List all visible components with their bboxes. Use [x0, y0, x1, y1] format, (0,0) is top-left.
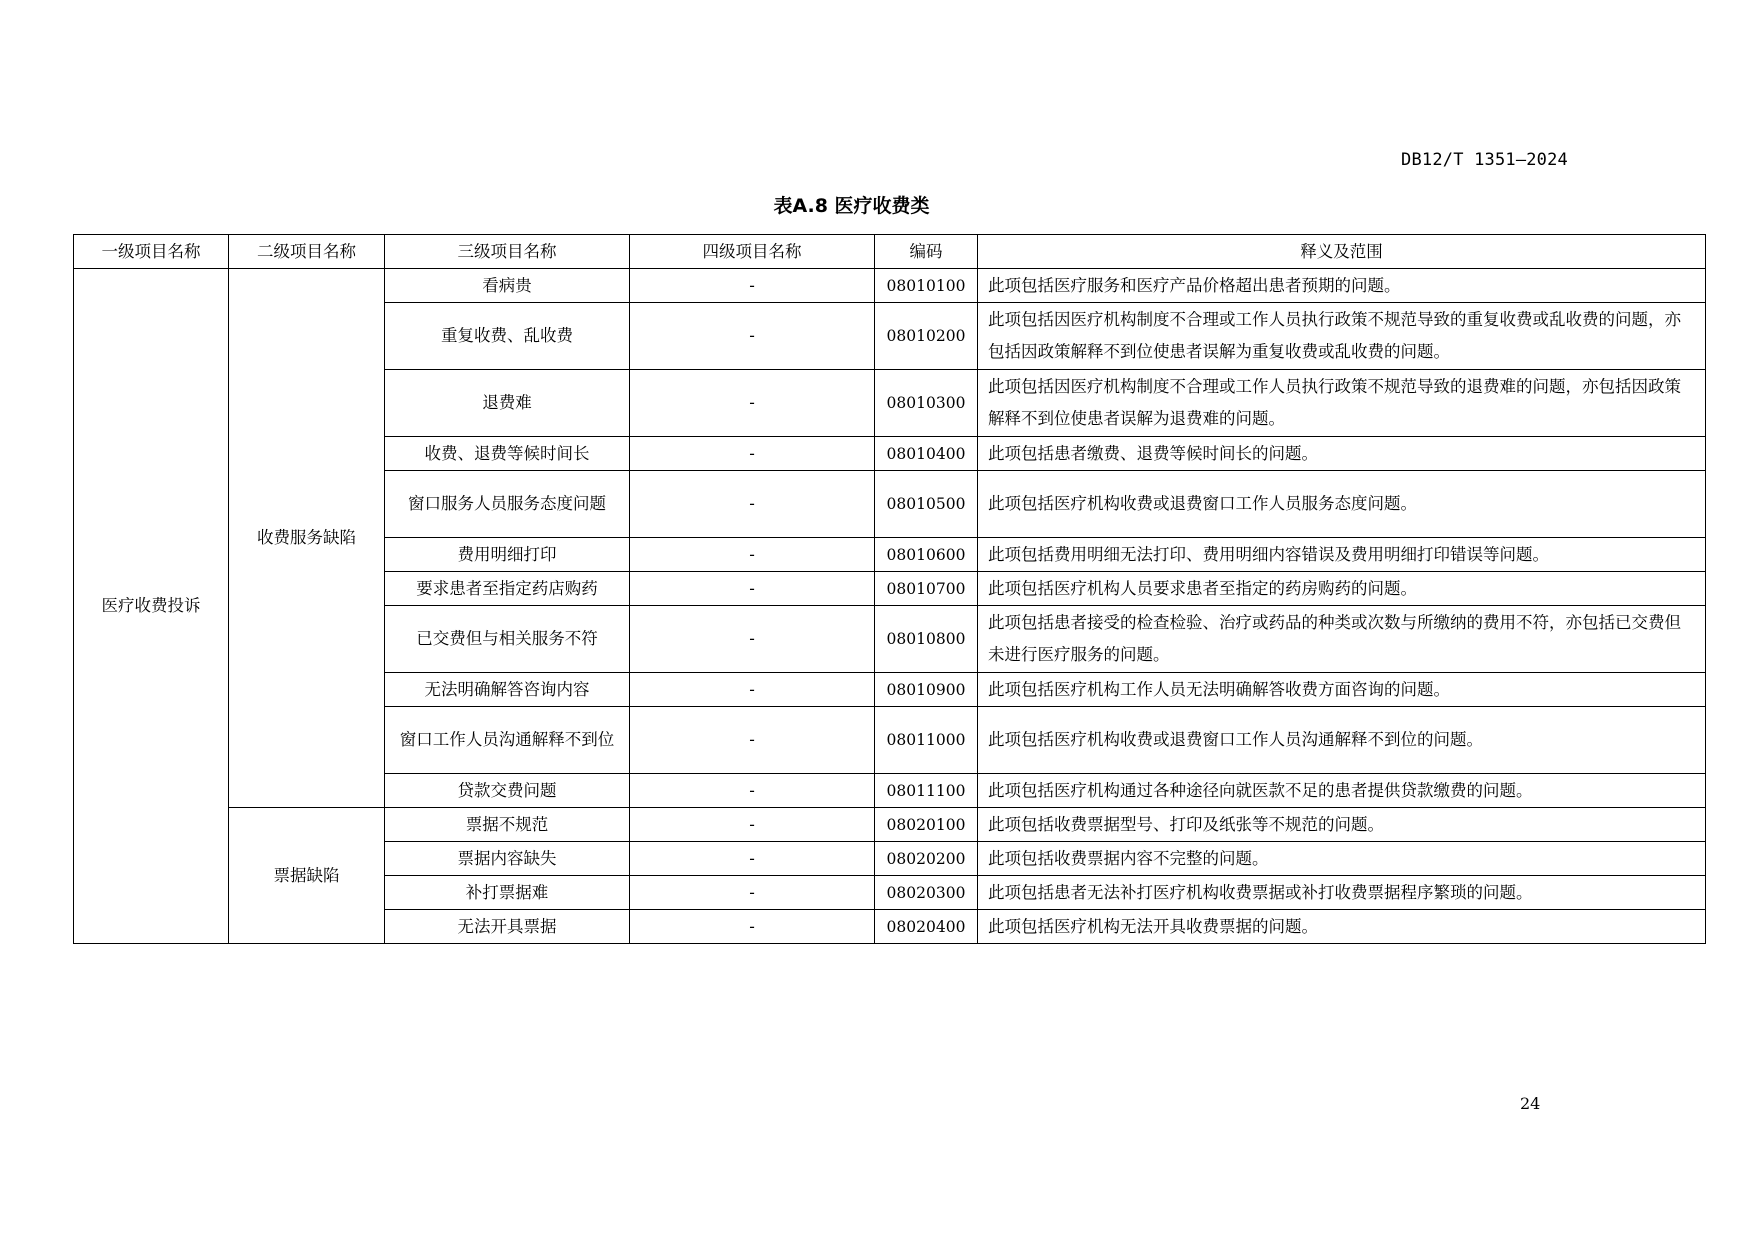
description-cell: 此项包括收费票据型号、打印及纸张等不规范的问题。	[978, 808, 1706, 842]
level4-cell: -	[630, 842, 875, 876]
description-cell: 此项包括医疗机构无法开具收费票据的问题。	[978, 910, 1706, 944]
level4-cell: -	[630, 606, 875, 673]
level4-cell: -	[630, 876, 875, 910]
column-header-level4: 四级项目名称	[630, 235, 875, 269]
code-cell: 08010100	[875, 269, 978, 303]
level3-cell: 票据不规范	[385, 808, 630, 842]
level4-cell: -	[630, 707, 875, 774]
table-row	[74, 808, 1706, 842]
table-header-row	[74, 235, 1706, 269]
code-cell: 08010800	[875, 606, 978, 673]
level3-cell: 窗口服务人员服务态度问题	[385, 471, 630, 538]
code-cell: 08020400	[875, 910, 978, 944]
level4-cell: -	[630, 303, 875, 370]
code-cell: 08010300	[875, 370, 978, 437]
description-cell: 此项包括医疗机构收费或退费窗口工作人员沟通解释不到位的问题。	[978, 707, 1706, 774]
code-cell: 08010600	[875, 538, 978, 572]
level3-cell: 收费、退费等候时间长	[385, 437, 630, 471]
description-cell: 此项包括医疗服务和医疗产品价格超出患者预期的问题。	[978, 269, 1706, 303]
description-cell: 此项包括收费票据内容不完整的问题。	[978, 842, 1706, 876]
level4-cell: -	[630, 471, 875, 538]
level4-cell: -	[630, 538, 875, 572]
level3-cell: 重复收费、乱收费	[385, 303, 630, 370]
description-cell: 此项包括医疗机构收费或退费窗口工作人员服务态度问题。	[978, 471, 1706, 538]
level2-cell: 票据缺陷	[229, 808, 385, 944]
level3-cell: 费用明细打印	[385, 538, 630, 572]
column-header-code: 编码	[875, 235, 978, 269]
code-cell: 08020100	[875, 808, 978, 842]
code-cell: 08011000	[875, 707, 978, 774]
code-cell: 08010700	[875, 572, 978, 606]
level3-cell: 无法明确解答咨询内容	[385, 673, 630, 707]
description-cell: 此项包括费用明细无法打印、费用明细内容错误及费用明细打印错误等问题。	[978, 538, 1706, 572]
code-cell: 08010400	[875, 437, 978, 471]
code-cell: 08011100	[875, 774, 978, 808]
level3-cell: 贷款交费问题	[385, 774, 630, 808]
description-cell: 此项包括医疗机构工作人员无法明确解答收费方面咨询的问题。	[978, 673, 1706, 707]
level1-cell: 医疗收费投诉	[74, 269, 229, 944]
code-cell: 08010500	[875, 471, 978, 538]
level4-cell: -	[630, 673, 875, 707]
document-code: DB12/T 1351—2024	[1401, 150, 1568, 170]
column-header-description: 释义及范围	[978, 235, 1706, 269]
description-cell: 此项包括患者无法补打医疗机构收费票据或补打收费票据程序繁琐的问题。	[978, 876, 1706, 910]
column-header-level3: 三级项目名称	[385, 235, 630, 269]
level4-cell: -	[630, 269, 875, 303]
level4-cell: -	[630, 370, 875, 437]
page-number: 24	[1520, 1094, 1541, 1113]
description-cell: 此项包括患者缴费、退费等候时间长的问题。	[978, 437, 1706, 471]
level3-cell: 退费难	[385, 370, 630, 437]
fee-category-table	[73, 234, 1706, 944]
level4-cell: -	[630, 774, 875, 808]
code-cell: 08020300	[875, 876, 978, 910]
level3-cell: 票据内容缺失	[385, 842, 630, 876]
level3-cell: 要求患者至指定药店购药	[385, 572, 630, 606]
level4-cell: -	[630, 808, 875, 842]
table-row	[74, 269, 1706, 303]
description-cell: 此项包括因医疗机构制度不合理或工作人员执行政策不规范导致的退费难的问题，亦包括因政策解释不到位使患者误解为退费难的问题。	[978, 370, 1706, 437]
level4-cell: -	[630, 572, 875, 606]
level3-cell: 看病贵	[385, 269, 630, 303]
table-title: 表A.8 医疗收费类	[773, 195, 930, 217]
level3-cell: 补打票据难	[385, 876, 630, 910]
level3-cell: 已交费但与相关服务不符	[385, 606, 630, 673]
level3-cell: 窗口工作人员沟通解释不到位	[385, 707, 630, 774]
code-cell: 08010200	[875, 303, 978, 370]
level4-cell: -	[630, 910, 875, 944]
description-cell: 此项包括因医疗机构制度不合理或工作人员执行政策不规范导致的重复收费或乱收费的问题，亦包括因政策解释不到位使患者误解为重复收费或乱收费的问题。	[978, 303, 1706, 370]
code-cell: 08020200	[875, 842, 978, 876]
description-cell: 此项包括医疗机构人员要求患者至指定的药房购药的问题。	[978, 572, 1706, 606]
level2-cell: 收费服务缺陷	[229, 269, 385, 808]
description-cell: 此项包括患者接受的检查检验、治疗或药品的种类或次数与所缴纳的费用不符，亦包括已交费但未进行医疗服务的问题。	[978, 606, 1706, 673]
code-cell: 08010900	[875, 673, 978, 707]
column-header-level2: 二级项目名称	[229, 235, 385, 269]
level4-cell: -	[630, 437, 875, 471]
level3-cell: 无法开具票据	[385, 910, 630, 944]
description-cell: 此项包括医疗机构通过各种途径向就医款不足的患者提供贷款缴费的问题。	[978, 774, 1706, 808]
column-header-level1: 一级项目名称	[74, 235, 229, 269]
